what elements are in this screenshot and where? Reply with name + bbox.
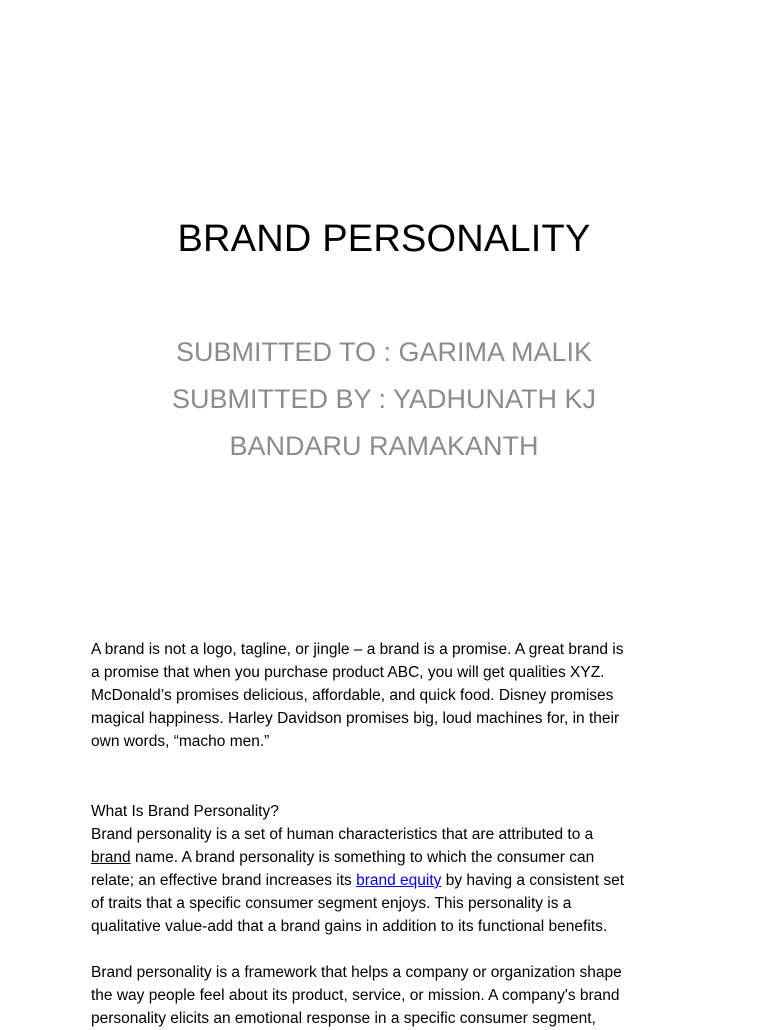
definition-section bbox=[91, 800, 711, 938]
paragraph-line: personality elicits an emotional response in a specific consumer segment, bbox=[91, 1010, 596, 1027]
section-heading: What Is Brand Personality? bbox=[91, 803, 279, 820]
framework-paragraph bbox=[91, 961, 711, 1030]
submitted-by-line: SUBMITTED BY : YADHUNATH KJ bbox=[171, 384, 597, 414]
paragraph-line bbox=[91, 869, 711, 892]
intro-paragraph bbox=[91, 638, 711, 753]
paragraph-line bbox=[91, 846, 711, 869]
brand-link[interactable]: brand bbox=[91, 849, 131, 866]
paragraph-line: the way people feel about its product, service, or mission. A company's brand bbox=[91, 987, 620, 1004]
paragraph-line: A brand is not a logo, tagline, or jingle – a brand is a promise. A great brand is bbox=[91, 641, 624, 658]
submitted-to-line: SUBMITTED TO : GARIMA MALIK bbox=[175, 337, 593, 367]
paragraph-text: relate; an effective brand increases its bbox=[91, 872, 357, 889]
brand-equity-link[interactable]: brand equity bbox=[356, 872, 442, 889]
page-title: BRAND PERSONALITY bbox=[177, 218, 591, 260]
paragraph-line: of traits that a specific consumer segment enjoys. This personality is a bbox=[91, 895, 572, 912]
co-author-line: BANDARU RAMAKANTH bbox=[229, 431, 539, 461]
paragraph-line: McDonald’s promises delicious, affordable, and quick food. Disney promises bbox=[91, 687, 614, 704]
paragraph-line: Brand personality is a set of human characteristics that are attributed to a bbox=[91, 826, 594, 843]
paragraph-line: own words, “macho men.” bbox=[91, 733, 270, 750]
paragraph-text: name. A brand personality is something to which the consumer can bbox=[130, 849, 595, 866]
paragraph-line: Brand personality is a framework that helps a company or organization shape bbox=[91, 964, 622, 981]
paragraph-text: by having a consistent set bbox=[441, 872, 625, 889]
paragraph-line: qualitative value-add that a brand gains in addition to its functional benefits. bbox=[91, 918, 608, 935]
paragraph-line: magical happiness. Harley Davidson promises big, loud machines for, in their bbox=[91, 710, 620, 727]
paragraph-line: a promise that when you purchase product ABC, you will get qualities XYZ. bbox=[91, 664, 605, 681]
